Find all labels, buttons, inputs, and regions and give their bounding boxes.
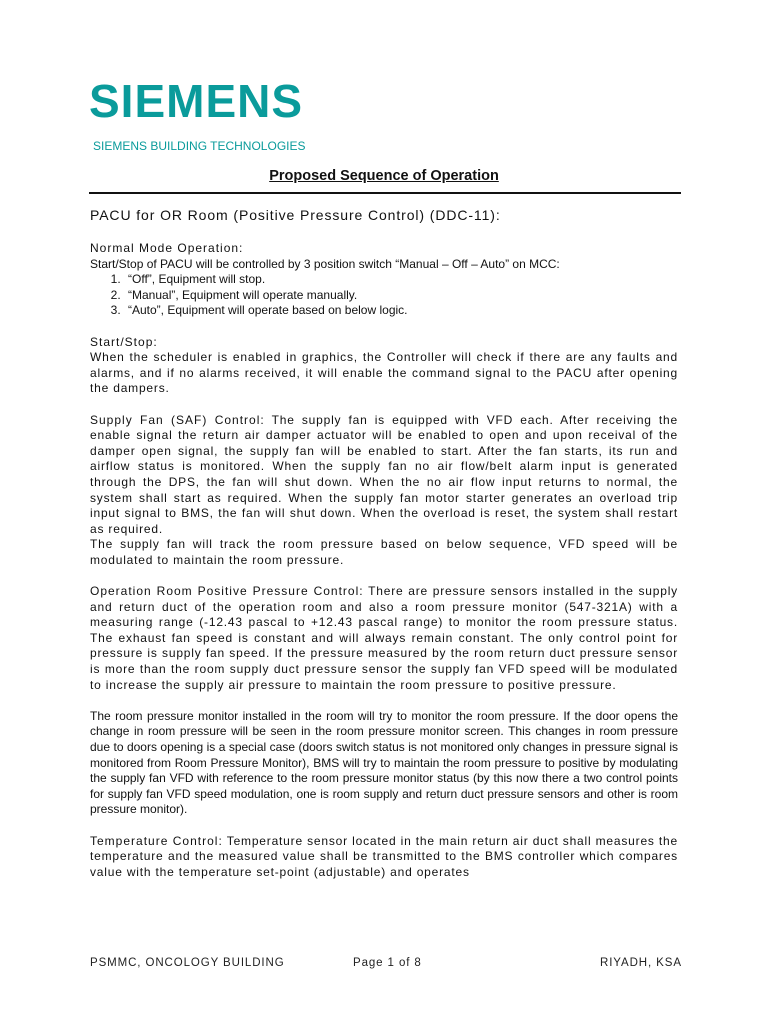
or-pressure-paragraph xyxy=(90,584,678,693)
list-item: 3. “Auto”, Equipment will operate based on below logic. xyxy=(124,303,678,319)
or-pressure-heading: Operation Room Positive Pressure Control: xyxy=(90,584,364,599)
footer-page-number: Page 1 of 8 xyxy=(353,957,422,969)
start-stop-paragraph: When the scheduler is enabled in graphics, the Controller will check if there are any faults and alarms, and if no alarms received, it will enable the command signal to the PACU after opening the dampers. xyxy=(90,350,678,396)
list-item: 2. “Manual”, Equipment will operate manually. xyxy=(124,288,678,304)
siemens-logo: SIEMENS xyxy=(89,75,304,127)
supply-fan-paragraph xyxy=(90,413,678,538)
temperature-paragraph xyxy=(90,834,678,881)
company-subtitle: SIEMENS BUILDING TECHNOLOGIES xyxy=(93,139,306,153)
switch-position-list xyxy=(90,272,678,319)
room-monitor-paragraph: The room pressure monitor installed in the room will try to monitor the room pressure. If the door opens the change in room pressure will be seen in the room pressure monitor screen. This changes in room pressure due to doors opening is a special case (doors switch status is not monitored only changes in pressure signal is monitored from Room Pressure Monitor), BMS will try to maintain the room pressure to positive by modulating the supply fan VFD with reference to the room pressure monitor status (by this now there a two control points for supply fan VFD speed modulation, one is room supply and return duct pressure sensors and other is room pressure monitor). xyxy=(90,708,678,817)
normal-mode-heading: Normal Mode Operation: xyxy=(90,241,244,255)
document-body xyxy=(90,241,678,880)
supply-fan-tracking-paragraph: The supply fan will track the room pressure based on below sequence, VFD speed will be modulated to maintain the room pressure. xyxy=(90,537,678,567)
supply-fan-text: The supply fan is equipped with VFD each. After receiving the enable signal the return air damper actuator will be enabled to open and upon receival of the damper open signal, the supply fan will be enabled to start. After the fan starts, its run and airflow status is monitored. When the supply fan no air flow/belt alarm input is generated through the DPS, the fan will shut down. When the no air flow input returns to normal, the system shall start as required. When the supply fan motor starter generates an overload trip input signal to BMS, the fan will shut down. When the overload is reset, the system shall restart as required. xyxy=(90,412,678,536)
temperature-text: Temperature sensor located in the main return air duct shall measures the temperature and the measured value shall be transmitted to the BMS controller which compares value with the temperature set-point (adjustable) and operates xyxy=(90,833,678,879)
start-stop-heading: Start/Stop: xyxy=(90,334,158,349)
footer-project: PSMMC, ONCOLOGY BUILDING xyxy=(90,957,285,969)
footer-location: RIYADH, KSA xyxy=(600,957,682,969)
list-item: 1. “Off”, Equipment will stop. xyxy=(124,272,678,288)
title-divider xyxy=(89,192,681,194)
or-pressure-text: There are pressure sensors installed in the supply and return duct of the operation room and also a room pressure monitor (547-321A) with a measuring range (-12.43 pascal to +12.43 pascal range) to monitor the room pressure status. The exhaust fan speed is constant and will always remain constant. The only control point for pressure is supply fan speed. If the pressure measured by the room return duct pressure sensor is more than the room supply duct pressure sensor the supply fan VFD speed will be modulated to increase the supply air pressure to maintain the room pressure to positive pressure. xyxy=(90,584,678,692)
normal-mode-intro: Start/Stop of PACU will be controlled by 3 position switch “Manual – Off – Auto” on MCC: xyxy=(90,256,560,271)
document-title: Proposed Sequence of Operation xyxy=(269,168,499,184)
supply-fan-heading: Supply Fan (SAF) Control: xyxy=(90,412,265,427)
temperature-heading: Temperature Control: xyxy=(90,833,223,848)
section-title: PACU for OR Room (Positive Pressure Control) (DDC-11): xyxy=(90,207,501,223)
